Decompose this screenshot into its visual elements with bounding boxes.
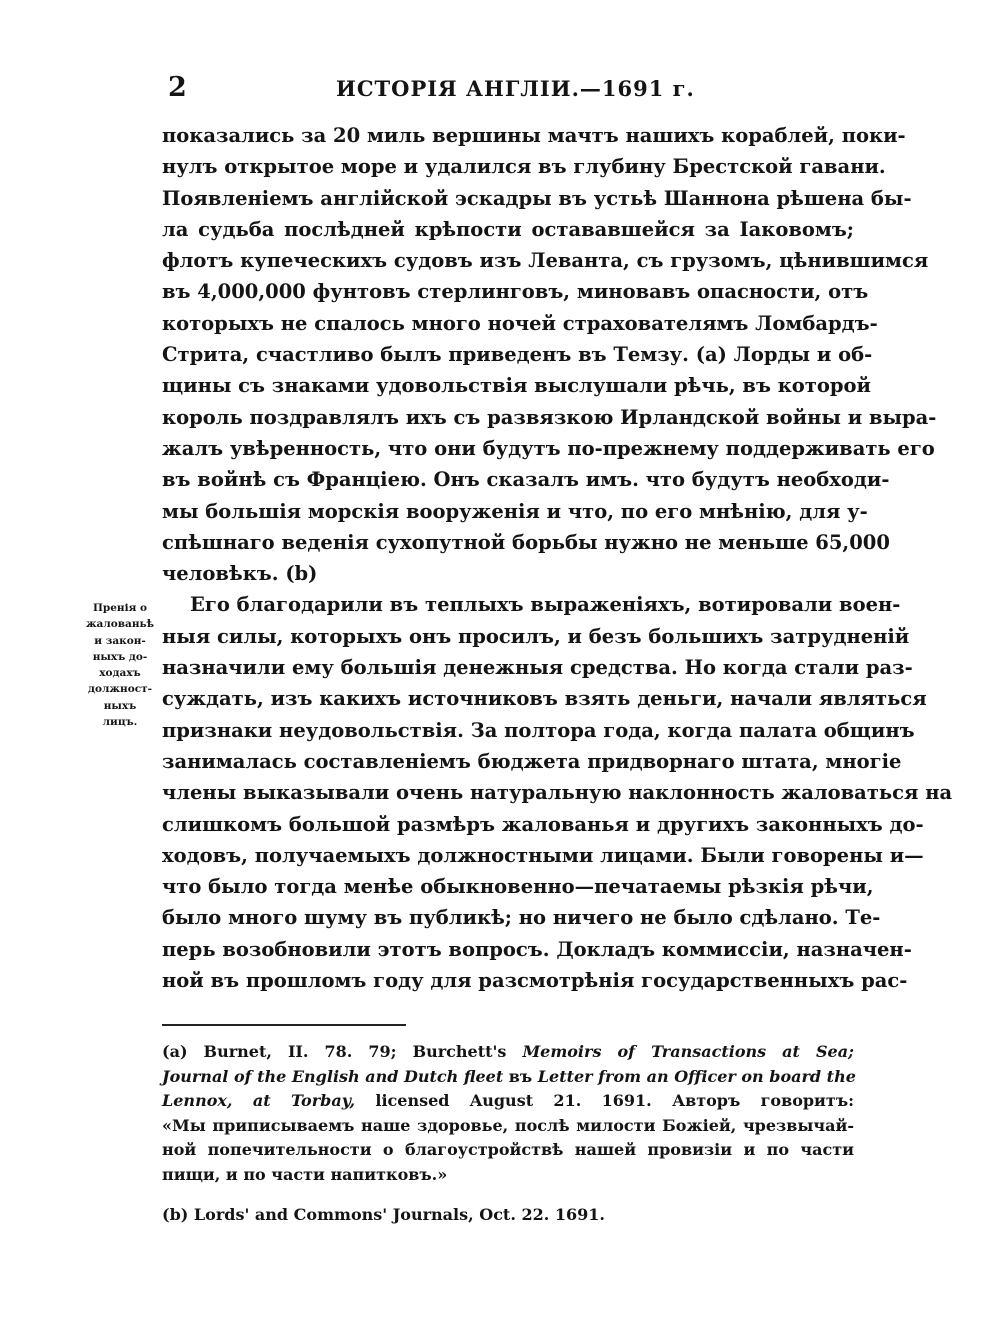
body-text bbox=[162, 120, 953, 996]
footnote-title: Letter from an Officer on board the bbox=[537, 1066, 856, 1086]
page-number: 2 bbox=[168, 72, 187, 103]
footnote-line bbox=[162, 1089, 854, 1114]
body-line: Стрита, счастливо былъ приведенъ въ Темзу. (a) Лорды и об- bbox=[162, 343, 873, 367]
footnote-text: licensed August 21. 1691. Авторъ говоритъ: bbox=[375, 1091, 855, 1110]
body-line: суждать, изъ какихъ источниковъ взять деньги, начали являться bbox=[162, 687, 927, 711]
margin-note-line: ныхъ до- bbox=[92, 650, 148, 663]
footnote-line: (b) Lords' and Commons' Journals, Oct. 22. 1691. bbox=[162, 1205, 605, 1224]
body-line: которыхъ не спалось много ночей страхователямъ Ломбардъ- bbox=[162, 311, 878, 335]
footnote-title: Lennox, bbox=[162, 1091, 233, 1110]
margin-note-line: лицъ. bbox=[102, 716, 138, 729]
body-line: въ 4,000,000 фунтовъ стерлинговъ, миновавъ опасности, отъ bbox=[162, 280, 869, 304]
footnote-ref: Burnet, II. 78. 79; bbox=[203, 1042, 397, 1061]
footnote-line: «Мы приписываемъ наше здоровье, послѣ милости Божіей, чрезвычай- bbox=[162, 1115, 854, 1135]
body-line: флотъ купеческихъ судовъ изъ Леванта, съ грузомъ, цѣнившимся bbox=[162, 249, 929, 273]
footnote-ref: Burchett's bbox=[412, 1042, 507, 1061]
margin-note-line: и закон- bbox=[94, 634, 146, 647]
body-line: было много шуму въ публикѣ; но ничего не было сдѣлано. Те- bbox=[162, 906, 881, 930]
body-line: щины съ знаками удовольствія выслушали рѣчь, въ которой bbox=[162, 374, 871, 398]
footnote-line: ной попечительности о благоустройствѣ нашей провизіи и по части bbox=[162, 1140, 854, 1159]
body-line: Появленіемъ англійской эскадры въ устьѣ Шаннона рѣшена бы- bbox=[162, 186, 912, 210]
footnote-line bbox=[162, 1040, 854, 1065]
body-line: признаки неудовольствія. За полтора года, когда палата общинъ bbox=[162, 718, 915, 742]
body-line: ходовъ, получаемыхъ должностными лицами. Были говорены и— bbox=[162, 843, 924, 867]
footnote-gap bbox=[162, 1187, 854, 1203]
body-line: ныя силы, которыхъ онъ просилъ, и безъ большихъ затрудненій bbox=[162, 624, 910, 648]
footnote-line bbox=[162, 1065, 854, 1090]
footnote-line: пищи, и по части напитковъ.» bbox=[162, 1164, 448, 1184]
margin-note bbox=[82, 600, 158, 730]
footnote-divider bbox=[162, 1024, 406, 1026]
running-title: ИСТОРІЯ АНГЛІИ.—1691 г. bbox=[336, 76, 695, 101]
body-line: слишкомъ большой размѣръ жалованья и другихъ законныхъ до- bbox=[162, 812, 924, 836]
body-line: занималась составленіемъ бюджета придворнаго штата, многіе bbox=[162, 749, 902, 773]
margin-note-line: Пренія о bbox=[92, 602, 148, 614]
footnote-title: Memoirs of Transactions at Sea; bbox=[522, 1042, 854, 1061]
footnote-place: Torbay, bbox=[290, 1091, 356, 1110]
body-line: что было тогда менѣе обыкновенно—печатаемы рѣзкія рѣчи, bbox=[162, 875, 874, 899]
footnote-word: at bbox=[252, 1091, 271, 1110]
body-line: спѣшнаго веденія сухопутной борьбы нужно не меньше 65,000 bbox=[162, 530, 890, 554]
body-line: перь возобновили этотъ вопросъ. Докладъ коммиссіи, назначен- bbox=[162, 937, 912, 961]
body-line: въ войнѣ съ Франціею. Онъ сказалъ имъ. что будутъ необходи- bbox=[162, 468, 890, 492]
body-line: король поздравлялъ ихъ съ развязкою Ирландской войны и выра- bbox=[162, 405, 937, 429]
body-line: ла судьба послѣдней крѣпости остававшейся за Іаковомъ; bbox=[162, 217, 854, 241]
body-line: нулъ открытое море и удалился въ глубину Брестской гавани. bbox=[162, 155, 886, 179]
body-line: члены выказывали очень натуральную наклонность жаловаться на bbox=[162, 781, 953, 805]
body-line: жалъ увѣренность, что они будутъ по-прежнему поддерживать его bbox=[162, 436, 935, 460]
body-line: мы большія морскія вооруженія и что, по его мнѣнію, для у- bbox=[162, 499, 868, 523]
body-line: назначили ему большія денежныя средства. Но когда стали раз- bbox=[162, 656, 913, 680]
footnote-word: въ bbox=[508, 1066, 533, 1086]
margin-note-line: ныхъ bbox=[103, 699, 137, 712]
margin-note-line: ходахъ bbox=[99, 667, 141, 680]
body-line: человѣкъ. (b) bbox=[162, 562, 318, 586]
footnote-mark-a: (a) bbox=[162, 1042, 188, 1061]
footnote-title: Journal of the English and Dutch fleet bbox=[162, 1066, 504, 1086]
body-line: показались за 20 миль вершины мачтъ нашихъ кораблей, поки- bbox=[162, 124, 906, 147]
body-line: Его благодарили въ теплыхъ выраженіяхъ, вотировали воен- bbox=[190, 593, 901, 617]
margin-note-line: должност- bbox=[88, 683, 152, 696]
footnotes bbox=[162, 1040, 854, 1228]
margin-note-line: жалованьѣ bbox=[85, 618, 155, 631]
body-line: ной въ прошломъ году для разсмотрѣнія государственныхъ рас- bbox=[162, 969, 908, 993]
